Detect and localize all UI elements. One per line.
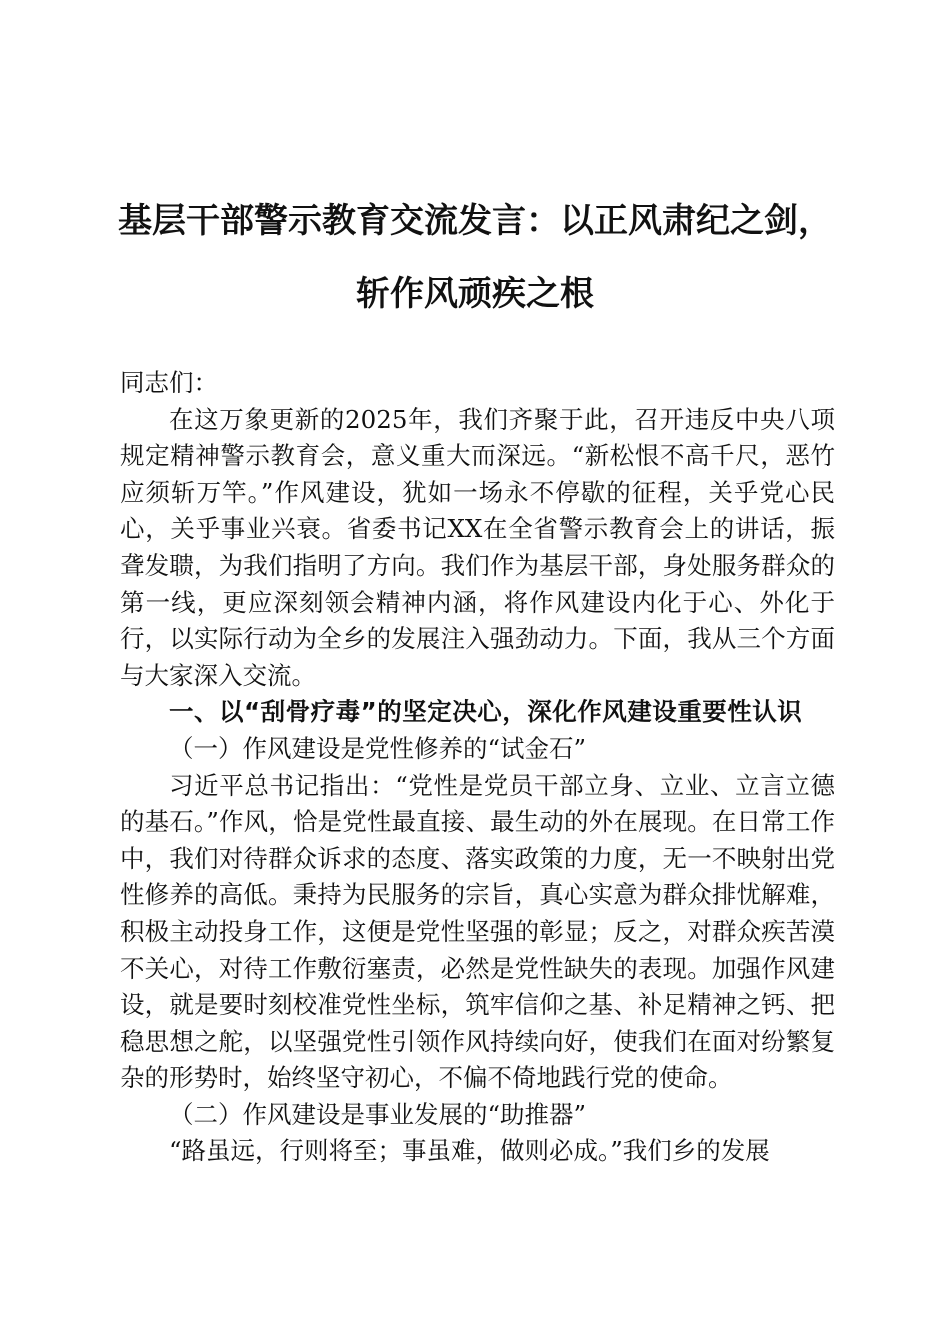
section-1-heading: 一、以“刮骨疗毒”的坚定决心，深化作风建设重要性认识: [169, 697, 803, 727]
subsection-2-paragraph: “路虽远，行则将至；事虽难，做则必成。”我们乡的发展: [169, 1136, 770, 1166]
document-body: [120, 365, 835, 1170]
subsection-1-heading: （一）作风建设是党性修养的“试金石”: [169, 733, 587, 763]
intro-paragraph: 在这万象更新的2025年，我们齐聚于此，召开违反中央八项规定精神警示教育会，意义重大而深远。“新松恨不高千尺，恶竹应须斩万竿。”作风建设，犹如一场永不停歇的征程，关乎党心民心，关乎事业兴衰。省委书记XX在全省警示教育会上的讲话，振聋发聩，为我们指明了方向。我们作为基层干部，身处服务群众的第一线，更应深刻领会精神内涵，将作风建设内化于心、外化于行，以实际行动为全乡的发展注入强劲动力。下面，我从三个方面与大家深入交流。: [120, 404, 835, 690]
subsection-1-paragraph: 习近平总书记指出：“党性是党员干部立身、立业、立言立德的基石。”作风，恰是党性最直接、最生动的外在展现。在日常工作中，我们对待群众诉求的态度、落实政策的力度，无一不映射出党性修养的高低。秉持为民服务的宗旨，真心实意为群众排忧解难，积极主动投身工作，这便是党性坚强的彰显；反之，对群众疾苦漠不关心，对待工作敷衍塞责，必然是党性缺失的表现。加强作风建设，就是要时刻校准党性坐标，筑牢信仰之基、补足精神之钙、把稳思想之舵，以坚强党性引领作风持续向好，使我们在面对纷繁复杂的形势时，始终坚守初心，不偏不倚地践行党的使命。: [120, 770, 835, 1093]
document-title-line-2: 斩作风顽疾之根: [356, 274, 594, 314]
document-title-line-1: 基层干部警示教育交流发言：以正风肃纪之剑，: [118, 201, 832, 241]
salutation: 同志们：: [120, 368, 218, 397]
subsection-2-heading: （二）作风建设是事业发展的“助推器”: [169, 1099, 587, 1129]
